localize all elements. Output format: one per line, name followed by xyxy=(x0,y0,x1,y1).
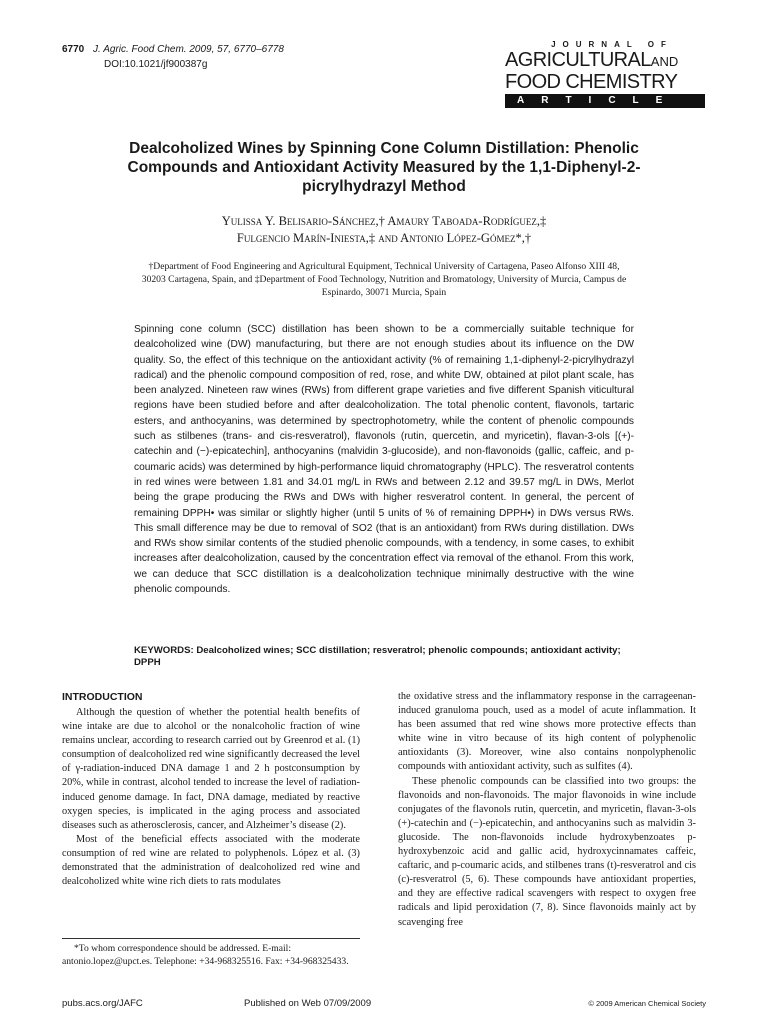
logo-word-agricultural: AGRICULTURAL xyxy=(505,49,651,71)
logo-word-and: AND xyxy=(650,54,679,69)
page-number: 6770 xyxy=(62,44,85,55)
right-column xyxy=(398,690,696,930)
intro-paragraph-4: These phenolic compounds can be classified into two groups: the flavonoids and non-flavonoids. The major flavonoids in wine include conjugates of the flavonols rutin, quercetin, and myricetin, flavan-3-ols (+)-catechin and (−)-epicatechin, and anthocyanins such as malvidin 3-glucoside. The non-flavonoids include hydroxybenzoates p-hydroxybenzoic acid and gallic acid, hydroxycinnamates caffeic, caftaric, and p-coumaric acids, and stilbenes trans (t)-resveratrol and cis (c)-resveratrol (5, 6). These compounds have antioxidant properties, and they are effective radical scavengers with respect to oxygen free radicals and lipid peroxidation (7, 8). Since flavonoids mainly act by scavenging free xyxy=(398,775,696,928)
footer-published-date: Published on Web 07/09/2009 xyxy=(244,998,372,1009)
abstract: Spinning cone column (SCC) distillation has been shown to be a commercially suitable technique for dealcoholized wine (DW) manufacturing, but there are not enough studies about its influence on the DW quality. So, the effect of this technique on the antioxidant activity (% of remaining 1,1-diphenyl-2-picrylhydrazyl radical) and the phenolic compound composition of red, rose, and white DW, obtained at pilot plant scale, has been analyzed. Nineteen raw wines (RWs) from different grape varieties and five different Spanish viticultural regions have been studied before and after dealcoholization. The total phenolic content, flavonols, tartaric esters, and anthocyanins, was determined by spectrophotometry, while the content of phenolic compounds such as stilbenes (trans- and cis-resveratrol), flavonols (rutin, quercetin, and myricetin), flavan-3-ols [(+)-catechin and (−)-epicatechin], anthocyanins (malvidin 3-glucoside), and non-flavonoids (gallic, caffeic, and p-coumaric acids) was determined by high-performance liquid chromatography (HPLC). The resveratrol contents in red wines were between 1.81 and 34.01 mg/L in RWs and between 2.12 and 39.57 mg/L in DWs, Merlot being the grape producing the RWs and DWs with higher resveratrol content. In general, the percent of remaining DPPH• was similar or slightly higher (until 5 units of % of remaining DPPH•) in DWs versus RWs. This small difference may be due to removal of SO2 (that is an antioxidant) from RWs during distillation. DWs and RWs show similar contents of the studied phenolic compounds, with a tendency, in some cases, to exhibit increases after dealcoholization, caused by the concentration effect via removal of the ethanol. From this work, we can deduce that SCC distillation is a dealcoholization technique minimally destructive with the wine phenolic compounds. xyxy=(134,324,634,596)
logo-article-bar: ARTICLE xyxy=(505,94,705,108)
journal-citation: J. Agric. Food Chem. 2009, 57, 6770–6778 xyxy=(93,44,284,55)
author-line-2: Fulgencio Marín-Iniesta,‡ and Antonio López-Gómez*,† xyxy=(236,231,532,245)
footer-copyright: © 2009 American Chemical Society xyxy=(588,999,706,1008)
author-line-1: Yulissa Y. Belisario-Sánchez,† Amaury Taboada-Rodríguez,‡ xyxy=(221,214,547,228)
intro-paragraph-2: Most of the beneficial effects associated with the moderate consumption of red wine are related to polyphenols. López et al. (3) demonstrated that the administration of dealcoholized red wine and dealcoholized white wine rich diets to rats modulates xyxy=(62,833,360,888)
journal-logo xyxy=(505,40,705,108)
intro-paragraph-1: Although the question of whether the potential health benefits of wine intake are due to alcohol or the nonalcoholic fraction of wine remains unclear, according to research carried out by Greenrod et al. (1) consumption of dealcoholized red wine significantly decreased the level of γ-radiation-induced DNA damage 1 and 2 h postconsumption by 20%, while in contrast, alcohol tended to increase the level of radiation-induced genome damage. In fact, DNA damage, mediated by reactive oxygen species, is implicated in the aging process and associated diseases such as atherosclerosis, cancer, and Alzheimer’s disease (2). xyxy=(62,707,360,831)
intro-paragraph-3: the oxidative stress and the inflammatory response in the carrageenan-induced granuloma pouch, used as a model of acute inflammation. It has been assumed that red wine shows more protective effects than white wine in vitro because of its high content of polyphenolic antioxidants (3). Moreover, wine also contains nonpolyphenolic compounds with antioxidant activity, such as sulfites (4). xyxy=(398,691,696,773)
keywords-label: KEYWORDS: xyxy=(134,645,194,656)
keywords xyxy=(134,645,634,669)
author-list xyxy=(110,213,658,247)
logo-line-agricultural xyxy=(505,50,705,72)
affiliations: †Department of Food Engineering and Agricultural Equipment, Technical University of Cartagena, Paseo Alfonso XIII 48, 30203 Cartagena, Spain, and ‡Department of Food Technology, Nutrition and Bromatology, University of Murcia, Campus de Espinardo, 30071 Murcia, Spain xyxy=(141,261,627,298)
page-footer xyxy=(62,998,706,1012)
section-heading-introduction: INTRODUCTION xyxy=(62,691,143,703)
logo-line-food-chemistry: FOOD CHEMISTRY xyxy=(505,71,678,93)
doi: DOI:10.1021/jf900387g xyxy=(104,59,208,70)
paper-title: Dealcoholized Wines by Spinning Cone Column Distillation: Phenolic Compounds and Antioxidant Activity Measured by the 1,1-Diphenyl-2-picrylhydrazyl Method xyxy=(127,140,641,195)
correspondence-footnote: *To whom correspondence should be addressed. E-mail: antonio.lopez@upct.es. Telephone: +34-968325516. Fax: +34-968325433. xyxy=(62,943,349,967)
running-header xyxy=(62,42,284,72)
footer-journal-url[interactable]: pubs.acs.org/JAFC xyxy=(62,998,143,1009)
keywords-text: Dealcoholized wines; SCC distillation; resveratrol; phenolic compounds; antioxidant activity; DPPH xyxy=(134,645,621,668)
left-column xyxy=(62,690,360,889)
footnote-divider xyxy=(62,938,360,939)
logo-line-journal-of: JOURNAL OF xyxy=(551,40,673,49)
